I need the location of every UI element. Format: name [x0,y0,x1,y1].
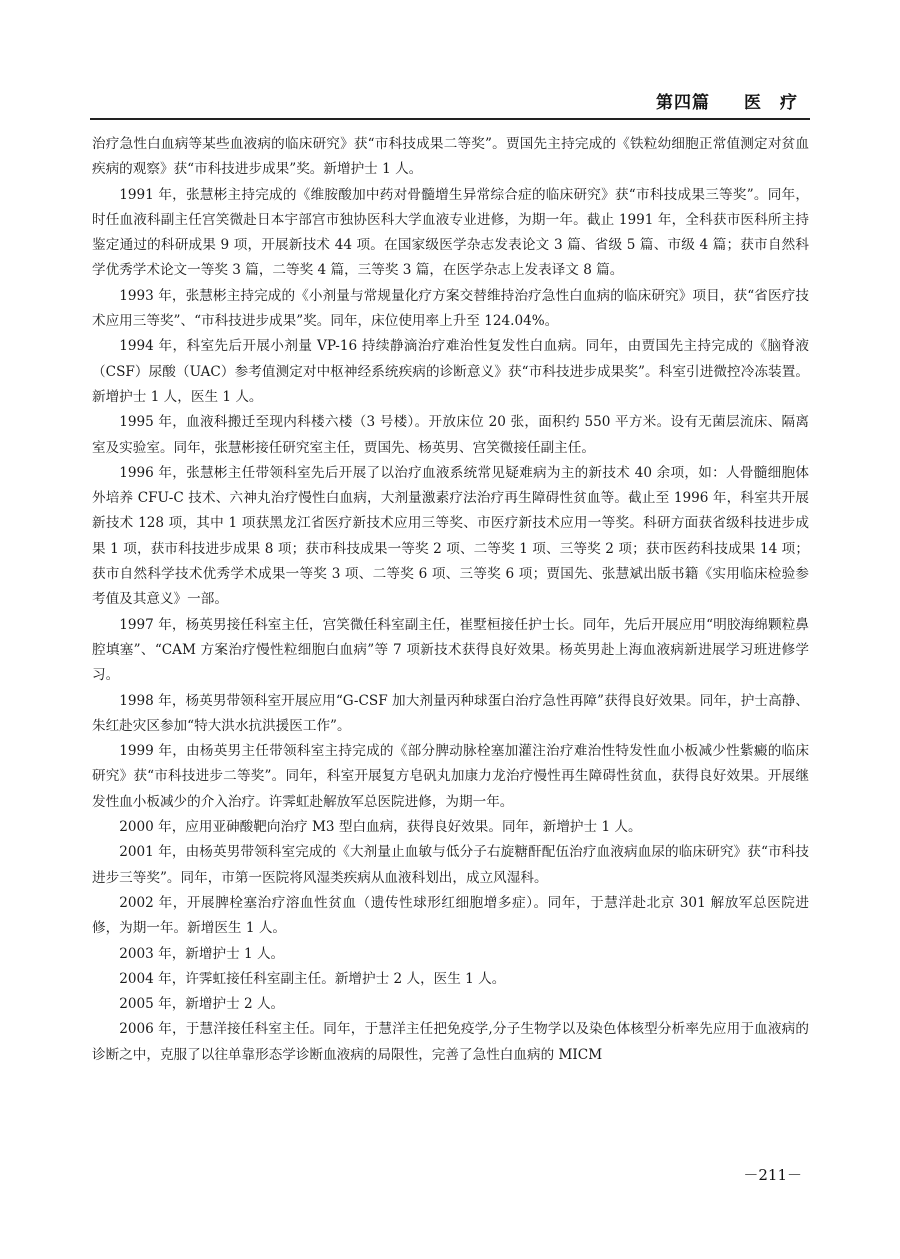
paragraph: 1996 年，张慧彬主任带领科室先后开展了以治疗血液系统常见疑难病为主的新技术 40 余项，如：人骨髓细胞体外培养 CFU-C 技术、六神丸治疗慢性白血病，大剂量激素疗法治疗再生障碍性贫血等。截止至 1996 年，科室共开展新技术 128 项，其中 1 项获黑龙江省医疗新技术应用三等奖、市医疗新技术应用一等奖。科研方面获省级科技进步成果 1 项，获市科技进步成果 8 项；获市科技成果一等奖 2 项、二等奖 1 项、三等奖 2 项；获市医药科技成果 14 项；获市自然科学技术优秀学术成果一等奖 3 项、二等奖 6 项、三等奖 6 项；贾国先、张慧斌出版书籍《实用临床检验参考值及其意义》一部。 [92,464,809,608]
paragraph: 1991 年，张慧彬主持完成的《维胺酸加中药对骨髓增生异常综合症的临床研究》获“市科技成果三等奖”。同年，时任血液科副主任宫笑微赴日本宇部宫市独协医科大学血液专业进修，为期一年。截止 1991 年，全科获市医科所主持鉴定通过的科研成果 9 项，开展新技术 44 项。在国家级医学杂志发表论文 3 篇、省级 5 篇、市级 4 篇；获市自然科学优秀学术论文一等奖 3 篇，二等奖 4 篇，三等奖 3 篇，在医学杂志上发表译文 8 篇。 [92,186,809,279]
paragraph: 1995 年，血液科搬迁至现内科楼六楼（3 号楼）。开放床位 20 张，面积约 550 平方米。设有无菌层流床、隔离室及实验室。同年，张慧彬接任研究室主任，贾国先、杨英男、宫笑微接任副主任。 [92,414,809,456]
paragraph: 1998 年，杨英男带领科室开展应用“G-CSF 加大剂量丙种球蛋白治疗急性再障”获得良好效果。同年，护士高静、朱红赴灾区参加“特大洪水抗洪援医工作”。 [92,692,809,734]
paragraph: 2006 年，于慧洋接任科室主任。同年，于慧洋主任把免疫学,分子生物学以及染色体核型分析率先应用于血液病的诊断之中，克服了以往单靠形态学诊断血液病的局限性，完善了急性白血病的 MICM [92,1021,809,1063]
paragraph: 1993 年，张慧彬主持完成的《小剂量与常规量化疗方案交替维持治疗急性白血病的临床研究》项目，获“省医疗技术应用三等奖”、“市科技进步成果”奖。同年，床位使用率上升至 124.04%。 [92,287,809,330]
page-number: －211－ [743,1166,802,1184]
paragraph: 2000 年，应用亚砷酸靶向治疗 M3 型白血病，获得良好效果。同年，新增护士 1 人。 [119,819,642,836]
running-header [90,86,810,120]
chapter-title [656,88,798,113]
paragraph: 2004 年，许霁虹接任科室副主任。新增护士 2 人，医生 1 人。 [119,970,506,987]
paragraph: 2005 年，新增护士 2 人。 [119,996,285,1013]
body-text [92,132,809,1068]
paragraph: 治疗急性白血病等某些血液病的临床研究》获“市科技成果二等奖”。贾国先主持完成的《铁粒幼细胞正常值测定对贫血疾病的观察》获“市科技进步成果”奖。新增护士 1 人。 [92,136,809,178]
paragraph: 2002 年，开展脾栓塞治疗溶血性贫血（遗传性球形红细胞增多症）。同年，于慧洋赴北京 301 解放军总医院进修，为期一年。新增医生 1 人。 [92,894,809,937]
paragraph: 1994 年，科室先后开展小剂量 VP-16 持续静滴治疗难治性复发性白血病。同年，由贾国先主持完成的《脑脊液（CSF）尿酸（UAC）参考值测定对中枢神经系统疾病的诊断意义》获“市科技进步成果奖”。科室引进微控冷冻装置。新增护士 1 人，医生 1 人。 [92,338,809,405]
paragraph: 1997 年，杨英男接任科室主任，宫笑微任科室副主任，崔墅桓接任护士长。同年，先后开展应用“明胶海绵颗粒鼻腔填塞”、“CAM 方案治疗慢性粒细胞白血病”等 7 项新技术获得良好效果。杨英男赴上海血液病新进展学习班进修学习。 [92,616,809,684]
paragraph: 2003 年，新增护士 1 人。 [119,945,285,962]
paragraph: 2001 年，由杨英男带领科室完成的《大剂量止血敏与低分子右旋糖酐配伍治疗血液病血尿的临床研究》获“市科技进步三等奖”。同年，市第一医院将风湿类疾病从血液科划出，成立风湿科。 [92,844,809,886]
paragraph: 1999 年，由杨英男主任带领科室主持完成的《部分脾动脉栓塞加灌注治疗难治性特发性血小板减少性紫癜的临床研究》获“市科技进步二等奖”。同年，科室开展复方皂矾丸加康力龙治疗慢性再生障碍性贫血，获得良好效果。开展继发性血小板减少的介入治疗。许霁虹赴解放军总医院进修，为期一年。 [92,743,809,810]
section-label: 医 疗 [744,93,798,113]
part-label: 第四篇 [656,93,710,113]
